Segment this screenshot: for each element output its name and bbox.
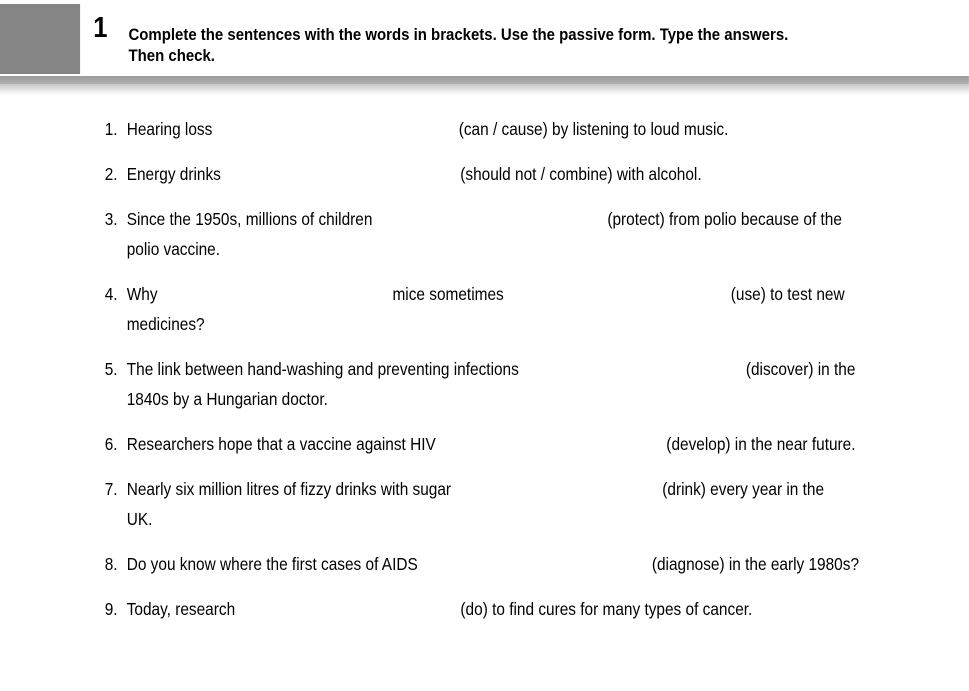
answer-input[interactable] [436,432,667,456]
sentence-list [105,114,969,639]
answer-input[interactable] [418,552,652,576]
sentence-text-post: (diagnose) in the early 1980s? [651,553,860,574]
exercise-item-7 [105,474,969,534]
sentence-line [105,474,969,504]
exercise-item-2 [105,159,969,189]
sentence-line-continuation [105,309,969,339]
sentence-text-post: (drink) every year in the [662,478,825,499]
sentence-text-post: (protect) from polio because of the [607,208,842,229]
instructions-line-2: Then check. [128,46,215,65]
sentence-text-post: (can / cause) by listening to loud music. [458,118,729,139]
sentence-text-pre: Nearly six million litres of fizzy drinks with sugar [126,478,452,499]
header-divider-bar [0,76,969,84]
sentence-text-post: (use) to test new [730,283,845,304]
item-number: 2. [104,163,118,184]
sentence-text-pre: Do you know where the first cases of AIDS [126,553,418,574]
sentence-text-post: (should not / combine) with alcohol. [460,163,702,184]
item-number: 9. [104,598,118,619]
sentence-text-pre: The link between hand-washing and preventing infections [126,358,519,379]
answer-input[interactable] [372,207,607,231]
item-number: 6. [104,433,118,454]
corner-decoration [0,4,80,74]
sentence-text-cont: polio vaccine. [126,238,221,259]
exercise-instructions [128,24,920,66]
sentence-text-cont: 1840s by a Hungarian doctor. [126,388,328,409]
sentence-line [105,549,969,579]
sentence-line [105,429,969,459]
sentence-text-post: (discover) in the [745,358,856,379]
exercise-item-6 [105,429,969,459]
item-number: 8. [104,553,118,574]
instructions-line-1: Complete the sentences with the words in brackets. Use the passive form. Type the answers. [128,25,789,44]
exercise-item-5 [105,354,969,414]
sentence-line-continuation [105,504,969,534]
sentence-text-cont: UK. [126,508,153,529]
sentence-line [105,204,969,234]
answer-input-2[interactable] [504,282,731,306]
sentence-text-post: (do) to find cures for many types of cancer. [460,598,753,619]
exercise-item-8 [105,549,969,579]
answer-input[interactable] [212,117,458,141]
sentence-line [105,594,969,624]
exercise-item-1 [105,114,969,144]
sentence-text-pre: Researchers hope that a vaccine against HIV [126,433,436,454]
exercise-item-3 [105,204,969,264]
sentence-text-post: (develop) in the near future. [666,433,856,454]
sentence-text-pre: Since the 1950s, millions of children [126,208,373,229]
exercise-item-9 [105,594,969,624]
sentence-text-cont: medicines? [126,313,205,334]
sentence-text-pre: Hearing loss [126,118,213,139]
sentence-line-continuation [105,234,969,264]
sentence-text-mid: mice sometimes [392,283,504,304]
sentence-text-pre: Why [126,283,158,304]
sentence-line-continuation [105,384,969,414]
item-number: 1. [104,118,118,139]
sentence-line [105,114,969,144]
answer-input[interactable] [451,477,662,501]
item-number: 5. [104,358,118,379]
header-divider-shadow [0,84,969,95]
answer-input[interactable] [235,597,460,621]
exercise-number: 1 [93,12,108,44]
sentence-line [105,159,969,189]
sentence-text-pre: Today, research [126,598,236,619]
sentence-line [105,354,969,384]
sentence-text-pre: Energy drinks [126,163,221,184]
answer-input[interactable] [519,357,746,381]
item-number: 7. [104,478,118,499]
exercise-item-4 [105,279,969,339]
answer-input[interactable] [221,162,460,186]
item-number: 3. [104,208,118,229]
item-number: 4. [104,283,118,304]
sentence-line [105,279,969,309]
answer-input[interactable] [158,282,393,306]
